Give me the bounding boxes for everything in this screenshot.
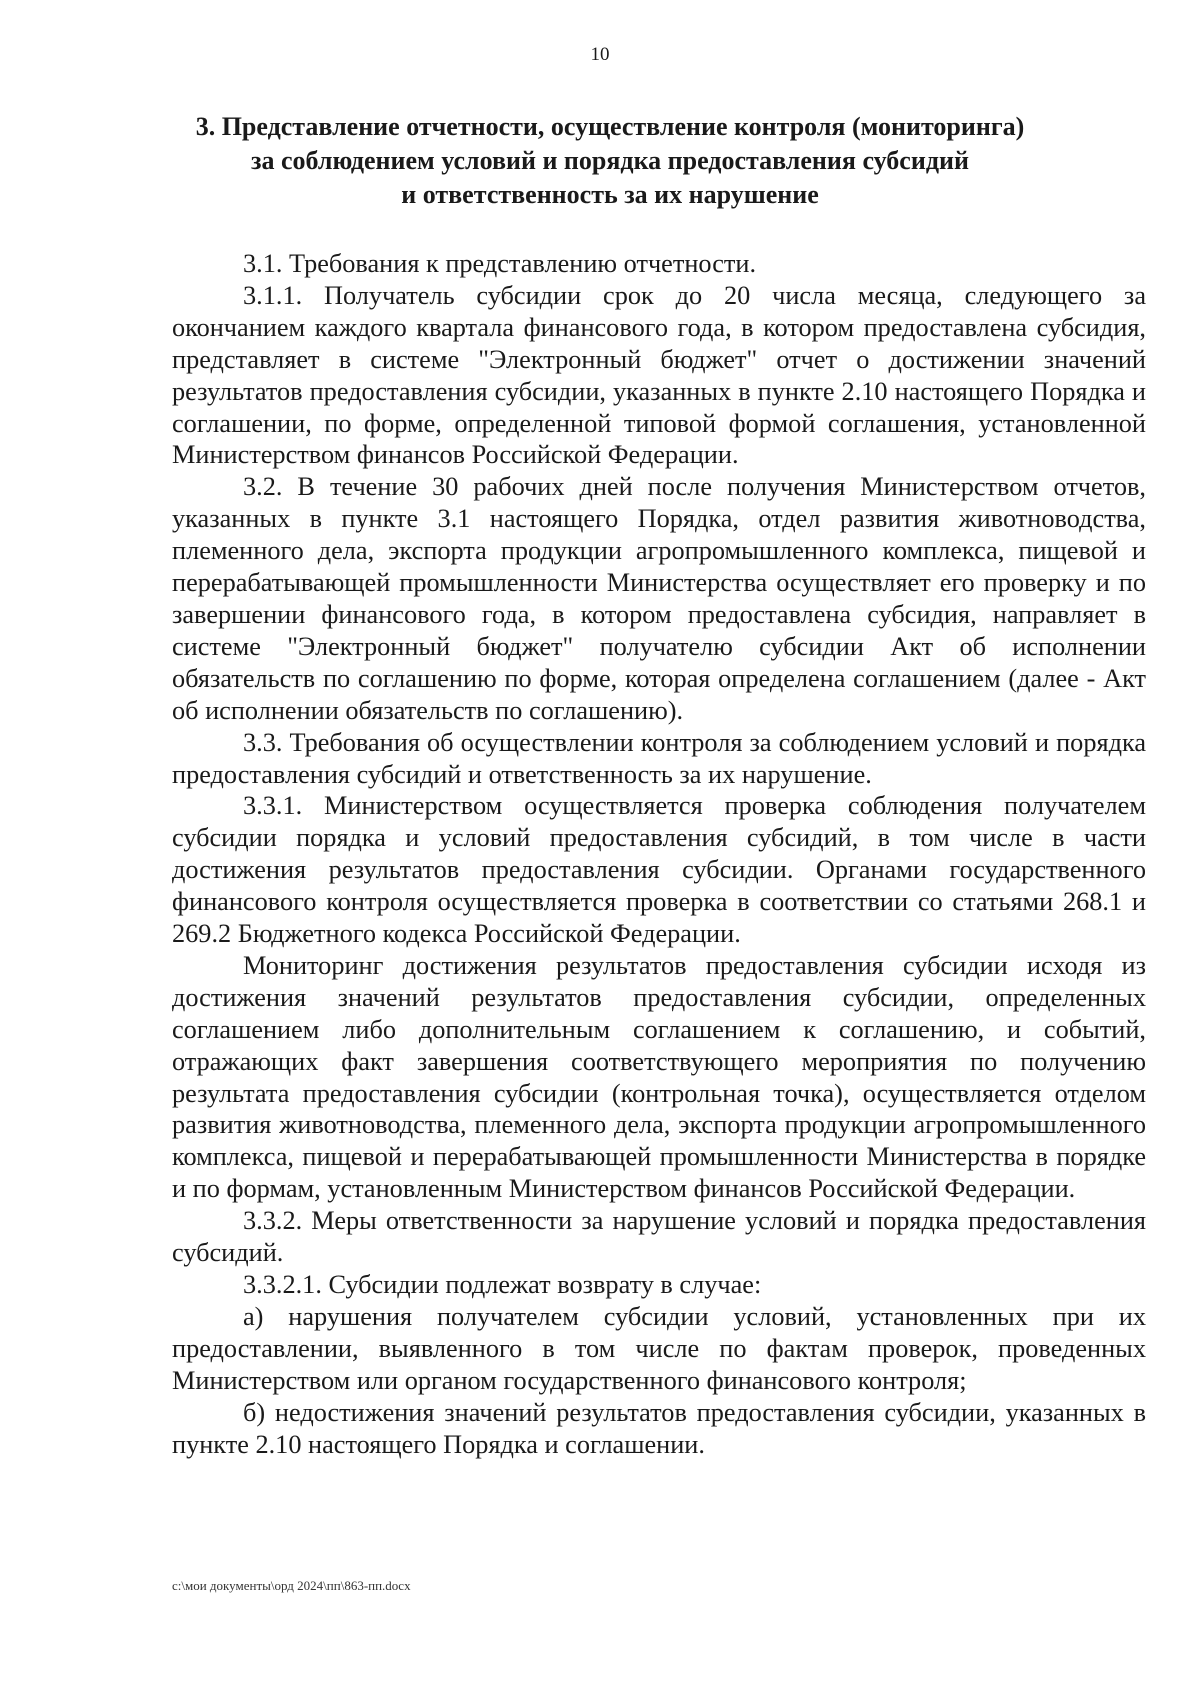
paragraph-item-a: а) нарушения получателем субсидии условий, установленных при их предоставлении, выявленного в том числе по фактам проверок, проведенных Министерством или органом государственного финансового контроля; xyxy=(172,1301,1146,1395)
paragraph-3-3-2: 3.3.2. Меры ответственности за нарушение условий и порядка предоставления субсидий. xyxy=(172,1206,1146,1268)
paragraph-3-3-2-1: 3.3.2.1. Субсидии подлежат возврату в случае: xyxy=(243,1270,762,1299)
footer-file-path: c:\мои документы\орд 2024\пп\863-пп.docx xyxy=(172,1578,411,1593)
heading-line-1: 3. Представление отчетности, осуществление контроля (мониторинга) xyxy=(195,112,1025,141)
paragraph-3-2: 3.2. В течение 30 рабочих дней после получения Министерством отчетов, указанных в пункте 3.1 настоящего Порядка, отдел развития животноводства, племенного дела, экспорта продукции агропромышленного комплекса, пищевой и перерабатывающей промышленности Министерства осуществляет его проверку и по завершении финансового года, в котором предоставлена субсидия, направляет в системе "Электронный бюджет" получателю субсидии Акт об исполнении обязательств по соглашению по форме, которая определена соглашением (далее - Акт об исполнении обязательств по соглашению). xyxy=(172,472,1146,725)
paragraph-monitoring: Мониторинг достижения результатов предоставления субсидии исходя из достижения значений результатов предоставления субсидии, определенных соглашением либо дополнительным соглашением к соглашению, и событий, отражающих факт завершения соответствующего мероприятия по получению результата предоставления субсидии (контрольная точка), осуществляется отделом развития животноводства, племенного дела, экспорта продукции агропромышленного комплекса, пищевой и перерабатывающей промышленности Министерства в порядке и по формам, установленным Министерством финансов Российской Федерации. xyxy=(172,950,1146,1204)
paragraph-item-b: б) недостижения значений результатов предоставления субсидии, указанных в пункте 2.10 настоящего Порядка и соглашении. xyxy=(172,1397,1146,1459)
section-heading xyxy=(170,110,1050,212)
document-body xyxy=(172,248,1146,1460)
paragraph-3-3: 3.3. Требования об осуществлении контроля за соблюдением условий и порядка предоставления субсидий и ответственность за их нарушение. xyxy=(172,727,1146,789)
page-number: 10 xyxy=(590,44,610,65)
paragraph-3-1: 3.1. Требования к представлению отчетности. xyxy=(243,249,757,278)
paragraph-3-1-1: 3.1.1. Получатель субсидии срок до 20 числа месяца, следующего за окончанием каждого квартала финансового года, в котором предоставлена субсидия, представляет в системе "Электронный бюджет" отчет о достижении значений результатов предоставления субсидии, указанных в пункте 2.10 настоящего Порядка и соглашении, по форме, определенной типовой формой соглашения, установленной Министерством финансов Российской Федерации. xyxy=(172,280,1146,470)
heading-line-2: за соблюдением условий и порядка предоставления субсидий xyxy=(251,146,969,175)
heading-line-3: и ответственность за их нарушение xyxy=(401,180,819,209)
paragraph-3-3-1: 3.3.1. Министерством осуществляется проверка соблюдения получателем субсидии порядка и условий предоставления субсидий, в том числе в части достижения результатов предоставления субсидии. Органами государственного финансового контроля осуществляется проверка в соответствии со статьями 268.1 и 269.2 Бюджетного кодекса Российской Федерации. xyxy=(172,791,1146,949)
